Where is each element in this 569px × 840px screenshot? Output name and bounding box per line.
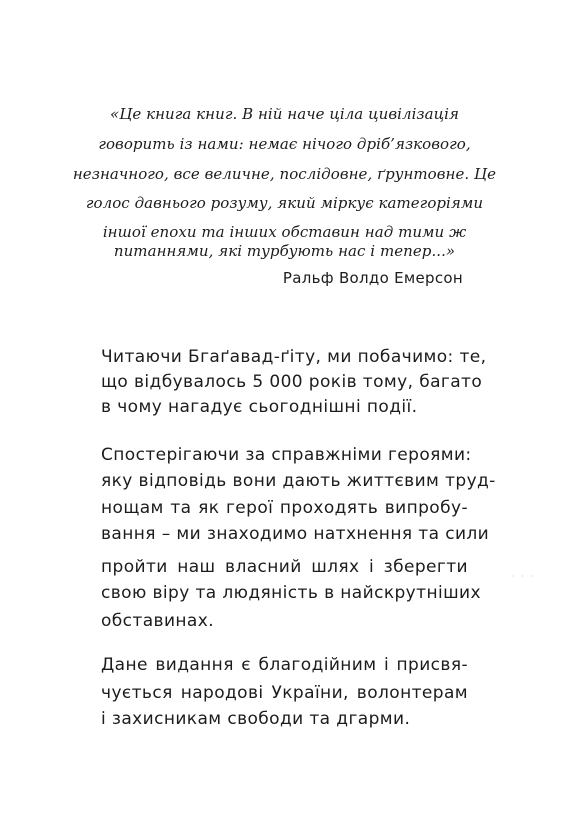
quote-line: питаннями, які турбують нас і тепер...»	[113, 242, 456, 260]
paragraph-line: Спостерігаючи за справжніми героями:	[101, 445, 472, 465]
paragraph-line: нощам та як герої проходять випробу-	[101, 498, 468, 518]
paragraph-line: яку відповідь вони дають життєвим труд-	[101, 471, 496, 491]
paragraph-line: вання – ми знаходимо натхнення та сили	[101, 524, 490, 544]
paragraph-line: Читаючи Бгаґавад-ґіту, ми побачимо: те,	[101, 347, 487, 367]
quote-author: Ральф Волдо Емерсон	[282, 269, 463, 287]
paragraph-line: Дане видання є благодійним і присвя-	[101, 655, 468, 675]
quote-line: іншої епохи та інших обставин над тими ж	[102, 223, 467, 241]
paper-speck: · · ·	[512, 572, 535, 581]
quote-line: незначного, все величне, послідовне, ґрунтовне. Це	[72, 165, 497, 183]
paragraph-line: що відбувалось 5 000 років тому, багато	[101, 372, 483, 392]
paragraph-line: в чому нагадує сьогоднішні події.	[101, 397, 418, 417]
paragraph-line: свою віру та людяність в найскрутніших	[101, 583, 481, 603]
quote-line: «Це книга книг. В ній наче ціла цивілізація	[109, 105, 459, 123]
paragraph-line: обставинах.	[101, 611, 215, 631]
quote-line: говорить із нами: немає нічого дріб’язкового,	[98, 135, 471, 153]
quote-line: голос давнього розуму, який міркує категоріями	[85, 194, 484, 212]
paragraph-line: і захисникам свободи та дгарми.	[101, 709, 411, 729]
paragraph-line: пройти наш власний шлях і зберегти	[101, 557, 468, 577]
paragraph-line: чується народові України, волонтерам	[101, 683, 468, 703]
